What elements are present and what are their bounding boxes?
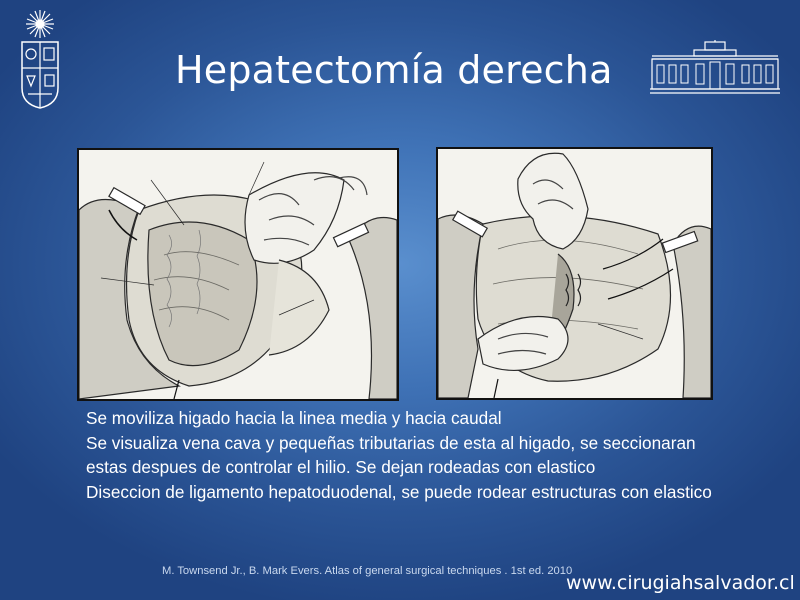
body-line-2: Se visualiza vena cava y pequeñas tributarias de esta al higado, se seccionaran estas despues de controlar el hilio. Se dejan rodeadas con elastico (86, 432, 696, 478)
university-coat-of-arms-icon (18, 8, 62, 110)
left-surgical-illustration (77, 148, 399, 401)
slide-title: Hepatectomía derecha (175, 48, 613, 92)
body-line-1: Se moviliza higado hacia la linea media y hacia caudal (86, 408, 502, 428)
right-surgical-illustration (436, 147, 713, 400)
citation: M. Townsend Jr., B. Mark Evers. Atlas of general surgical techniques . 1st ed. 2010 (162, 565, 573, 577)
hospital-building-icon (650, 40, 780, 96)
slide-body-text (86, 406, 716, 504)
website-url: www.cirugiahsalvador.cl (566, 572, 795, 594)
body-line-3: Diseccion de ligamento hepatoduodenal, se puede rodear estructuras con elastico (86, 481, 712, 502)
